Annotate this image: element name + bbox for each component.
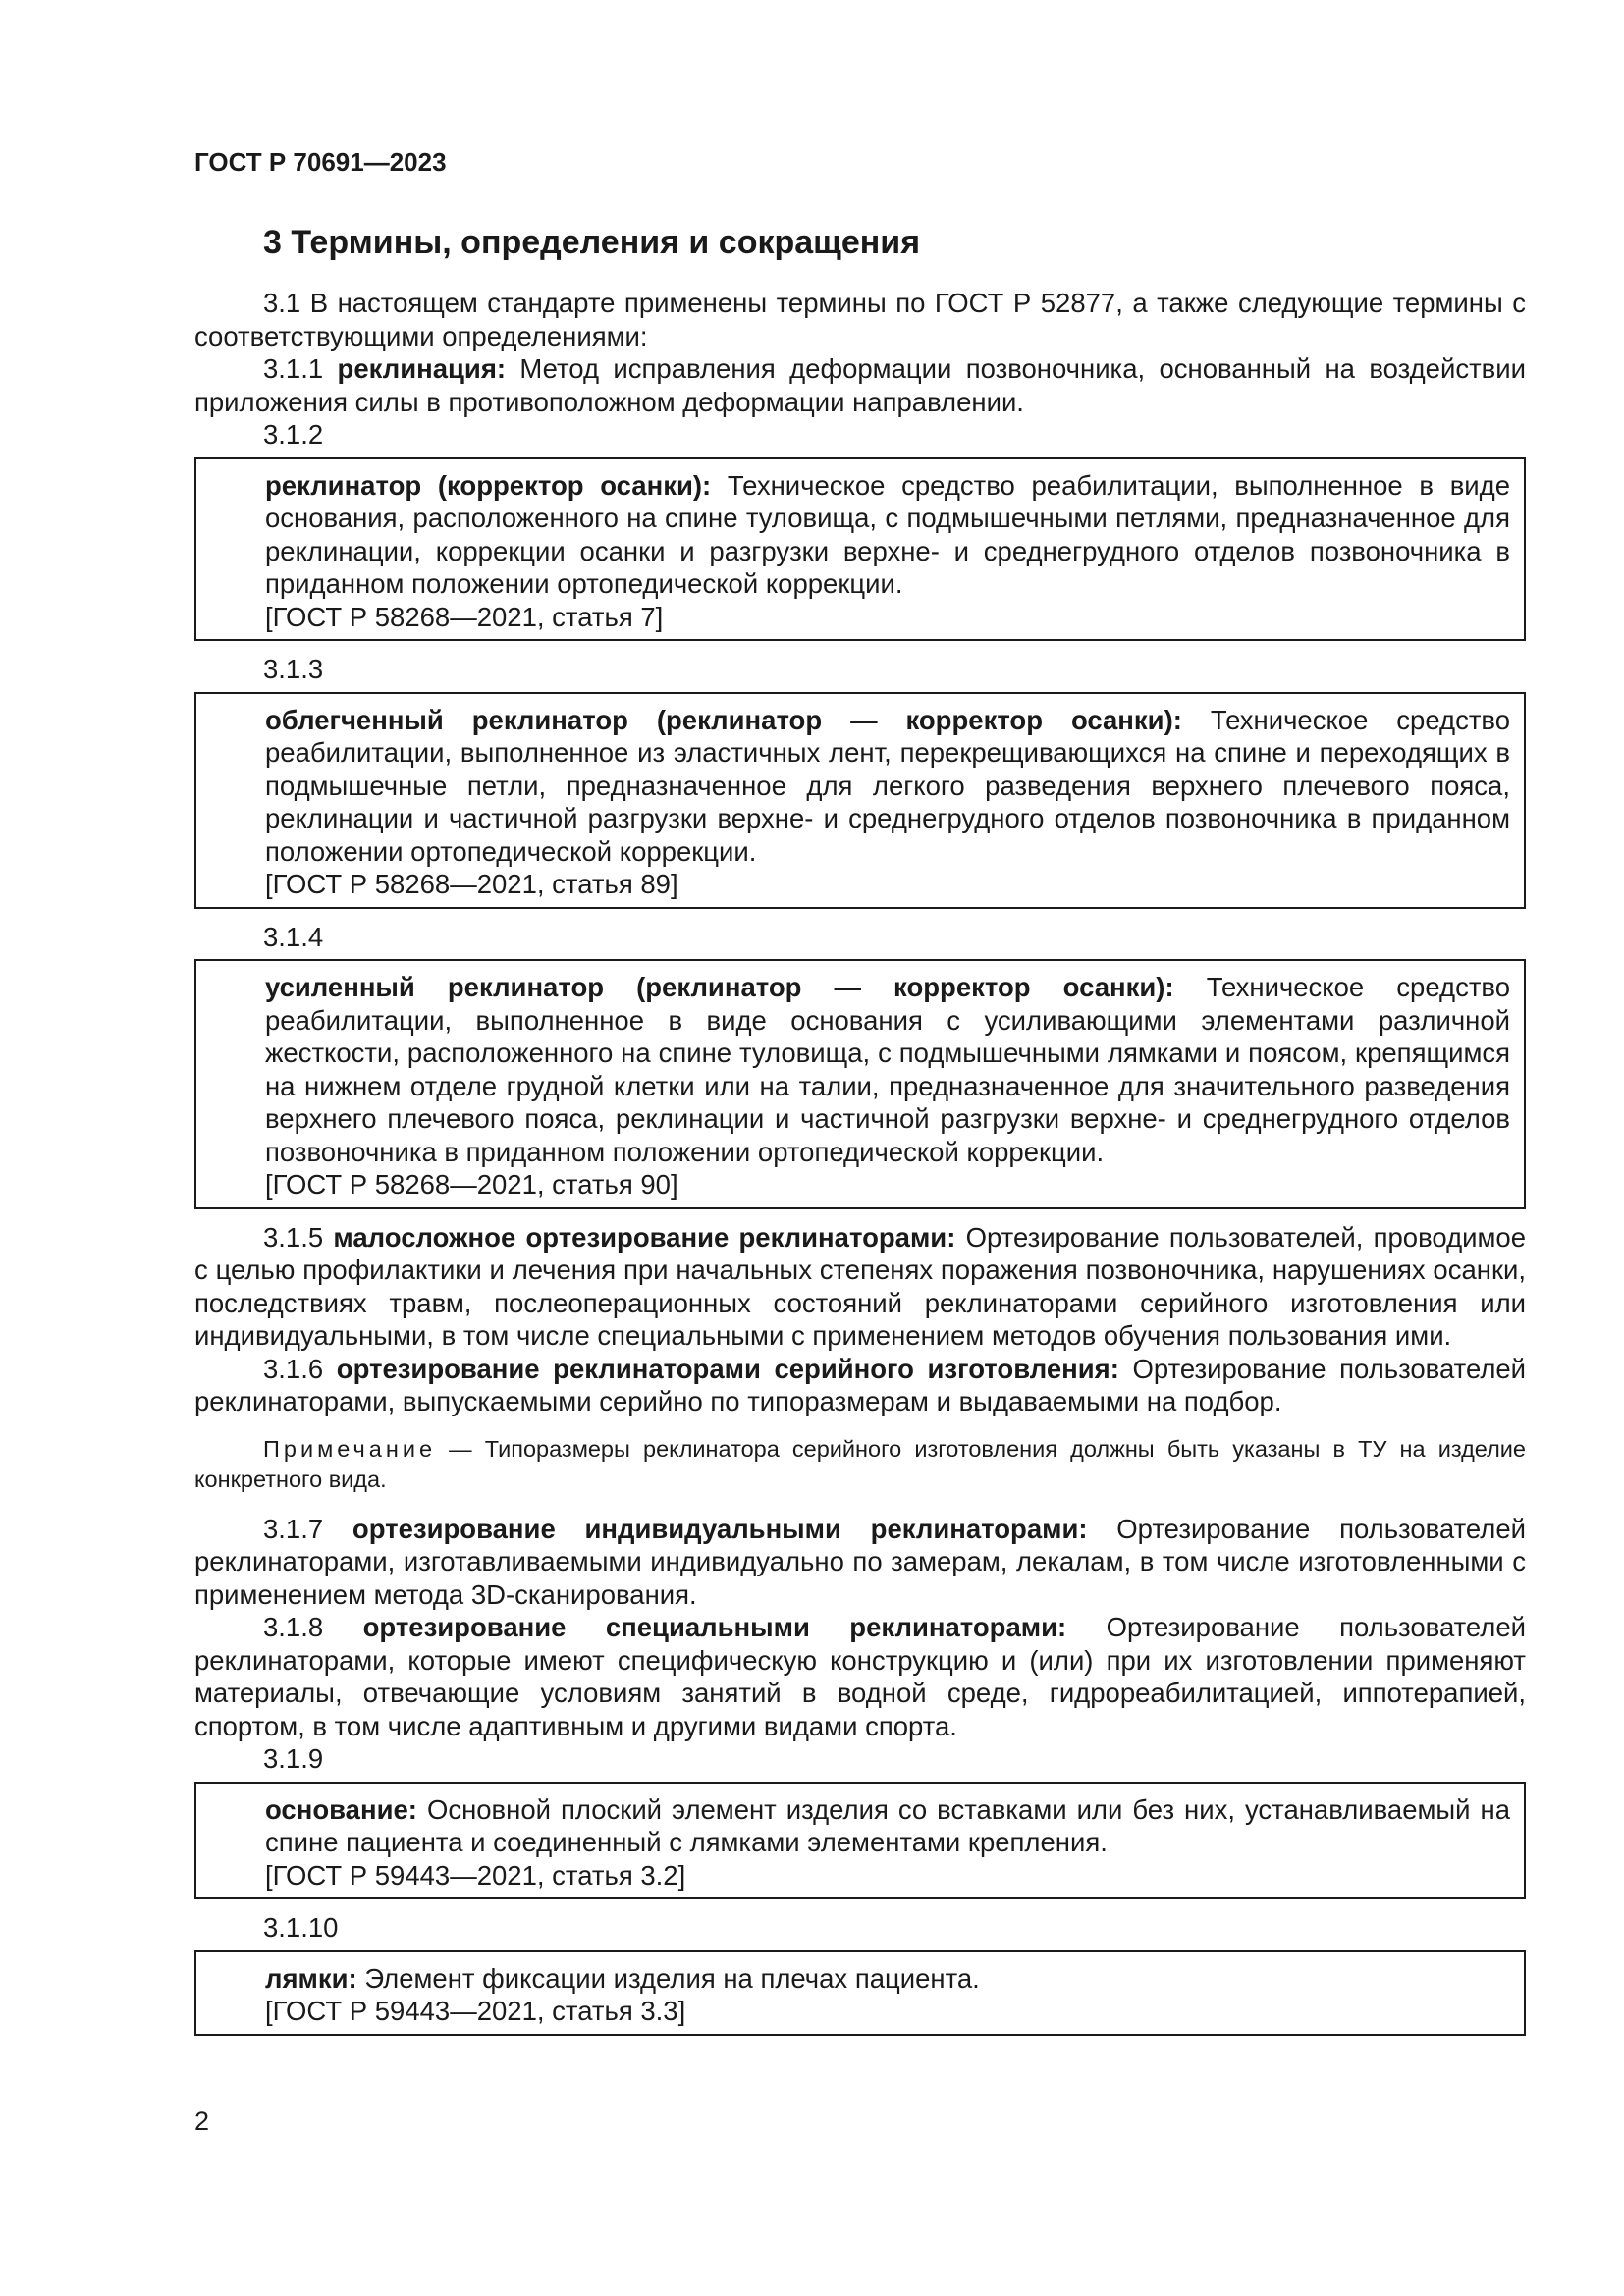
term-source: [ГОСТ Р 58268—2021, статья 89] <box>265 869 678 899</box>
term-definition: Ортезирование пользователей реклинаторами, которые имеют специфическую конструкцию и (или) при их изготовлении применяют материалы, отвечающие условиям занятий в водной среде, гидрореабилитацией, иппотерапией, спортом, в том числе адаптивным и другими видами спорта. <box>194 1612 1527 1741</box>
term-box-3-1-10 <box>194 1950 1526 2036</box>
term-number-3-1-2: 3.1.2 <box>263 419 324 450</box>
term-source: [ГОСТ Р 58268—2021, статья 90] <box>265 1169 678 1200</box>
term-3-1-5 <box>194 1221 1526 1353</box>
term-box-3-1-3 <box>194 692 1526 909</box>
section-title: 3 Термины, определения и сокращения <box>263 224 921 261</box>
term-name: ортезирование реклинаторами серийного изготовления: <box>336 1353 1119 1384</box>
term-source: [ГОСТ Р 59443—2021, статья 3.3] <box>265 1996 686 2026</box>
document-body <box>194 287 1526 2048</box>
term-number-3-1-9: 3.1.9 <box>263 1743 324 1774</box>
term-definition: Элемент фиксации изделия на плечах пациента. <box>364 1962 980 1994</box>
term-name: ортезирование специальными реклинаторами: <box>362 1612 1067 1642</box>
document-header: ГОСТ Р 70691—2023 <box>194 147 447 177</box>
term-name: облегченный реклинатор (реклинатор — корректор осанки): <box>265 704 1182 735</box>
term-name: лямки: <box>265 1962 357 1994</box>
term-3-1-6 <box>194 1353 1526 1418</box>
term-name: ортезирование индивидуальными реклинаторами: <box>352 1513 1088 1544</box>
term-definition-block <box>265 704 1510 869</box>
term-name: основание: <box>265 1793 417 1825</box>
term-source: [ГОСТ Р 59443—2021, статья 3.2] <box>265 1859 686 1891</box>
term-box-3-1-9 <box>194 1782 1526 1900</box>
term-name: усиленный реклинатор (реклинатор — корректор осанки): <box>265 972 1174 1002</box>
term-number: 3.1.5 <box>263 1221 324 1253</box>
term-number: 3.1.1 <box>263 353 324 384</box>
term-number-3-1-4: 3.1.4 <box>263 921 324 952</box>
term-definition: Техническое средство реабилитации, выполненное из эластичных лент, перекрещивающихся на спине и переходящих в подмышечные петли, предназначенное для легкого разведения верхнего плечевого пояса, реклинации и частичной разгрузки верхне- и среднегрудного отделов позвоночника в приданном положении ортопедической коррекции. <box>265 704 1511 867</box>
term-3-1-1 <box>194 352 1526 418</box>
term-number: 3.1.7 <box>263 1513 324 1544</box>
term-source: [ГОСТ Р 58268—2021, статья 7] <box>265 601 664 632</box>
note-paragraph <box>194 1434 1526 1495</box>
term-definition: Ортезирование пользователей реклинаторами, выпускаемыми серийно по типоразмерам и выдаваемыми на подбор. <box>194 1353 1527 1416</box>
term-number: 3.1.6 <box>263 1353 324 1384</box>
term-definition: Метод исправления деформации позвоночника, основанный на воздействии приложения силы в противоположном деформации направлении. <box>194 353 1527 417</box>
term-number-3-1-3: 3.1.3 <box>263 654 324 684</box>
term-definition-block <box>265 1962 1510 1996</box>
term-definition: Ортезирование пользователей реклинаторами, изготавливаемыми индивидуально по замерам, лекалам, в том числе изготовленными с применением метода 3D-сканирования. <box>194 1513 1526 1610</box>
term-number: 3.1.8 <box>263 1612 324 1642</box>
term-box-3-1-4 <box>194 959 1526 1209</box>
term-definition: Техническое средство реабилитации, выполненное в виде основания, расположенного на спине туловища, с подмышечными петлями, предназначенное для реклинации, коррекции осанки и разгрузки верхне- и среднегрудного отделов позвоночника в приданном положении ортопедической коррекции. <box>265 469 1511 599</box>
term-number-3-1-10: 3.1.10 <box>263 1912 339 1943</box>
note-label: Примечание <box>263 1435 437 1462</box>
page-number: 2 <box>194 2107 210 2136</box>
intro-paragraph: 3.1 В настоящем стандарте применены термины по ГОСТ Р 52877, а также следующие термины с соответствующими определениями: <box>194 288 1526 351</box>
term-3-1-7 <box>194 1513 1526 1612</box>
term-definition-block <box>265 469 1510 601</box>
term-definition: Ортезирование пользователей, проводимое с целью профилактики и лечения при начальных степенях поражения позвоночника, нарушениях осанки, последствиях травм, послеоперационных состояний реклинаторами серийного изготовления или индивидуальными, в том числе специальными с применением методов обучения пользования ими. <box>194 1221 1526 1351</box>
term-definition-block <box>265 1793 1510 1859</box>
term-box-3-1-2 <box>194 457 1526 642</box>
term-definition-block <box>265 971 1510 1168</box>
note-text: — Типоразмеры реклинатора серийного изготовления должны быть указаны в ТУ на изделие конкретного вида. <box>194 1435 1527 1492</box>
term-definition: Техническое средство реабилитации, выполненное в виде основания с усиливающими элементами различной жесткости, расположенного на спине туловища, с подмышечными лямками и поясом, крепящимся на нижнем отделе грудной клетки или на талии, предназначенное для значительного разведения верхнего плечевого пояса, реклинации и частичной разгрузки верхне- и среднегрудного отделов позвоночника в приданном положении ортопедической коррекции. <box>265 972 1511 1167</box>
term-definition: Основной плоский элемент изделия со вставками или без них, устанавливаемый на спине пациента и соединенный с лямками элементами крепления. <box>265 1793 1510 1857</box>
term-3-1-8 <box>194 1611 1526 1742</box>
term-name: реклинатор (корректор осанки): <box>265 469 712 501</box>
term-name: реклинация: <box>337 353 507 384</box>
term-name: малосложное ортезирование реклинаторами: <box>333 1221 956 1253</box>
